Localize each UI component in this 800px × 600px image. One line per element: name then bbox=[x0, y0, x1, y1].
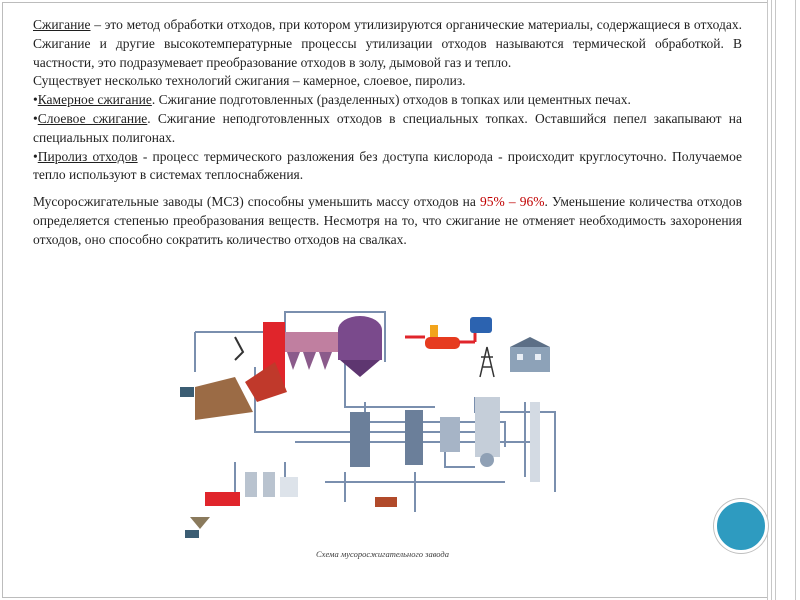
bullet-chamber bbox=[33, 91, 742, 110]
bullet-pyrolysis-text: - процесс термического разложения без доступа кислорода - происходит круглосуточно. Получаемое тепло используют в системах теплоснабжения. bbox=[33, 148, 742, 183]
bullet-marker: • bbox=[33, 92, 38, 108]
plants-text-start: Мусоросжигательные заводы (МСЗ) способны уменьшить массу отходов на bbox=[33, 194, 481, 210]
turbine bbox=[405, 317, 492, 349]
side-bar-line bbox=[775, 0, 776, 600]
percent-highlight: 95% – 96% bbox=[480, 194, 545, 210]
paragraph-plants bbox=[33, 193, 742, 249]
bullet-layer-text: . Сжигание неподготовленных отходов в специальных топках. Оставшийся пепел закапывают на специальных полигонах. bbox=[33, 110, 742, 145]
side-bar-line bbox=[771, 0, 772, 600]
term-pyrolysis: Пиролиз отходов bbox=[37, 148, 138, 164]
scrubbers bbox=[350, 397, 540, 482]
diagram-caption: Схема мусоросжигательного завода bbox=[316, 549, 449, 559]
term-incineration: Сжигание bbox=[33, 17, 91, 32]
circle-icon bbox=[714, 499, 768, 553]
term-layer: Слоевое сжигание bbox=[37, 110, 148, 126]
bullet-layer bbox=[33, 110, 742, 148]
bullet-chamber-text: . Сжигание подготовленных (разделенных) отходов в топках или цементных печах. bbox=[151, 92, 631, 108]
houses bbox=[510, 337, 550, 372]
term-chamber: Камерное сжигание bbox=[37, 92, 152, 108]
paragraph-technologies: Существует несколько технологий сжигания – камерное, слоевое, пиролиз. bbox=[33, 73, 466, 89]
bullet-marker: • bbox=[33, 110, 38, 126]
side-bar-line bbox=[767, 0, 768, 600]
paragraph-definition bbox=[33, 16, 742, 72]
slide-text bbox=[33, 16, 742, 250]
bullet-pyrolysis bbox=[33, 148, 742, 186]
plant-diagram bbox=[175, 292, 565, 542]
definition-text: – это метод обработки отходов, при котором утилизируются органические материалы, содержащиеся в отходах. Сжигание и другие высокотемпературные процессы утилизации отходов называются термической обработкой. В частности, это подразумевает преобразование отходов в золу, дымовой газ и тепло. bbox=[33, 17, 742, 70]
furnace bbox=[245, 322, 340, 402]
power-tower bbox=[480, 347, 494, 377]
bullet-marker: • bbox=[33, 148, 38, 164]
plants-text-end: . Уменьшение количества отходов определяется степенью преобразования веществ. Несмотря на то, что сжигание не отменяет необходимость захоронения отходов, оно способно сократить количество отходов на свалках. bbox=[33, 194, 742, 247]
side-bar-line bbox=[795, 0, 796, 600]
waste-bunker bbox=[180, 337, 253, 420]
